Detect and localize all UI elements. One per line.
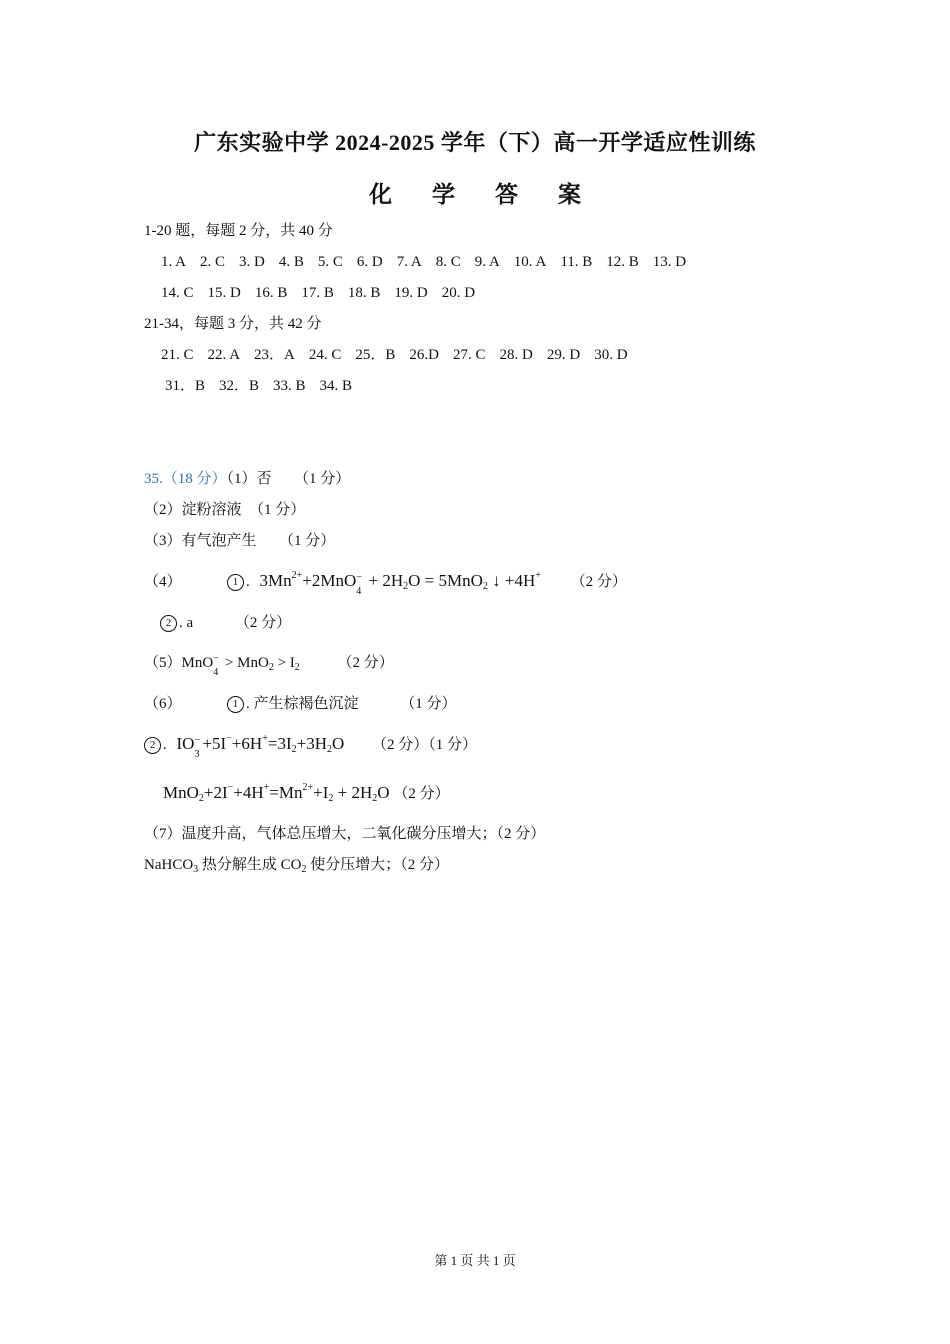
answer-item: 16. B bbox=[254, 285, 288, 301]
q35-part6: （6） 1 . 产生棕褐色沉淀 （1 分） bbox=[144, 696, 457, 712]
answer-item: 33. B bbox=[273, 378, 306, 394]
answer-item: 9. A bbox=[474, 254, 500, 270]
answer-item: 12. B bbox=[606, 254, 639, 270]
answer-row-2 bbox=[161, 283, 489, 303]
answer-item: 25．B bbox=[355, 347, 396, 363]
q35-part7b: NaHCO$_3$ 热分解生成 $CO_2$ 使分压增大；（2 分） bbox=[144, 857, 450, 875]
q35-number: 35.（18 分） bbox=[144, 471, 227, 487]
answer-item: 2. C bbox=[200, 254, 226, 270]
score: （2 分） bbox=[393, 786, 450, 802]
q35-part4-label: （4） bbox=[144, 574, 182, 590]
q35-part6b: 2 . IO − 3 $+5I^-+6H^+=3I_2+3H_2O$ （2 分）（1 分） bbox=[144, 734, 477, 755]
answer-item: 26.D bbox=[409, 347, 439, 363]
answer-item: 10. A bbox=[513, 254, 547, 270]
answer-item: 21. C bbox=[161, 347, 194, 363]
equation-5: MnO − 4 > $MnO_2 > I_2$ bbox=[181, 653, 300, 678]
q35-part2: （2）淀粉溶液 （1 分） bbox=[144, 502, 306, 518]
answer-item: 32．B bbox=[219, 378, 260, 394]
equation-4-1: $3Mn^{2+}+2MnO$ − 4 + $2H_2O = 5MnO_2$ ↓ +4H+ bbox=[259, 570, 541, 597]
page-subtitle: 化学答案 bbox=[369, 182, 621, 207]
answer-item: 29. D bbox=[546, 347, 581, 363]
answer-item: 1. A bbox=[161, 254, 187, 270]
equation-6-3: $MnO_2+2I^-+4H^+=Mn^{2+}+I_2 + 2H_2O$ bbox=[163, 782, 390, 804]
answer-item: 6. D bbox=[356, 254, 383, 270]
answer-item: 30. D bbox=[594, 347, 628, 363]
answer-item: 19. D bbox=[394, 285, 428, 301]
score: （2 分） bbox=[570, 574, 627, 590]
answer-item: 22. A bbox=[207, 347, 241, 363]
answer-item: 4. B bbox=[278, 254, 304, 270]
page-title: 广东实验中学 2024-2025 学年（下）高一开学适应性训练 bbox=[194, 130, 756, 155]
answer-row-1 bbox=[161, 252, 700, 272]
answer-item: 34. B bbox=[319, 378, 353, 394]
score: （2 分）（1 分） bbox=[372, 737, 478, 753]
answer-item: 28. D bbox=[499, 347, 533, 363]
q35-part3: （3）有气泡产生 （1 分） bbox=[144, 533, 336, 549]
q35-part6c bbox=[163, 783, 450, 804]
answer-row-3 bbox=[161, 345, 642, 365]
answer-item: 3. D bbox=[239, 254, 265, 270]
q35-part4: （4） 1 . $3Mn^{2+}+2MnO$ − 4 + $2H_2O = 5MnO_2$ ↓ +4H+ （2 分） bbox=[144, 570, 627, 597]
circled-number-1: 1 bbox=[227, 574, 244, 591]
answer-item: 13. D bbox=[652, 254, 687, 270]
answer-item: 23．A bbox=[254, 347, 295, 363]
score: （2 分） bbox=[234, 615, 292, 631]
q35-part5-label: （5） bbox=[144, 655, 182, 671]
circled-number-2: 2 bbox=[144, 737, 161, 754]
answer-item: 17. B bbox=[301, 285, 334, 301]
q35-part1 bbox=[144, 469, 350, 489]
answer-item: 14. C bbox=[161, 285, 194, 301]
q35-part5 bbox=[144, 653, 394, 678]
answer-item: 24. C bbox=[308, 347, 342, 363]
q35-part6-label: （6） bbox=[144, 696, 182, 712]
equation-6-2: IO − 3 $+5I^-+6H^+=3I_2+3H_2O$ bbox=[176, 733, 345, 760]
answer-row-4 bbox=[165, 376, 366, 396]
answer-item: 5. C bbox=[317, 254, 343, 270]
section1-heading: 1-20 题，每题 2 分，共 40 分 bbox=[144, 223, 333, 239]
answer-item: 18. B bbox=[347, 285, 381, 301]
circled-number-2: 2 bbox=[160, 615, 177, 632]
answer-item: 7. A bbox=[396, 254, 422, 270]
q35-part7: （7）温度升高，气体总压增大，二氧化碳分压增大；（2 分） bbox=[144, 826, 546, 842]
circled-number-1: 1 bbox=[227, 696, 244, 713]
answer-item: 15. D bbox=[207, 285, 241, 301]
answer-item: 27. C bbox=[453, 347, 486, 363]
answer-item: 8. C bbox=[435, 254, 461, 270]
answer-item: 20. D bbox=[441, 285, 476, 301]
score: （1 分） bbox=[400, 696, 457, 712]
answer-item: 11. B bbox=[560, 254, 593, 270]
score: （2 分） bbox=[337, 655, 394, 671]
q35-part4b: 2 . a （2 分） bbox=[160, 613, 291, 633]
page-footer: 第 1 页 共 1 页 bbox=[434, 1253, 516, 1268]
answer-item: 31．B bbox=[165, 378, 206, 394]
q35-part1-text: （1）否 （1 分） bbox=[226, 471, 351, 487]
section2-heading: 21-34，每题 3 分，共 42 分 bbox=[144, 316, 322, 332]
